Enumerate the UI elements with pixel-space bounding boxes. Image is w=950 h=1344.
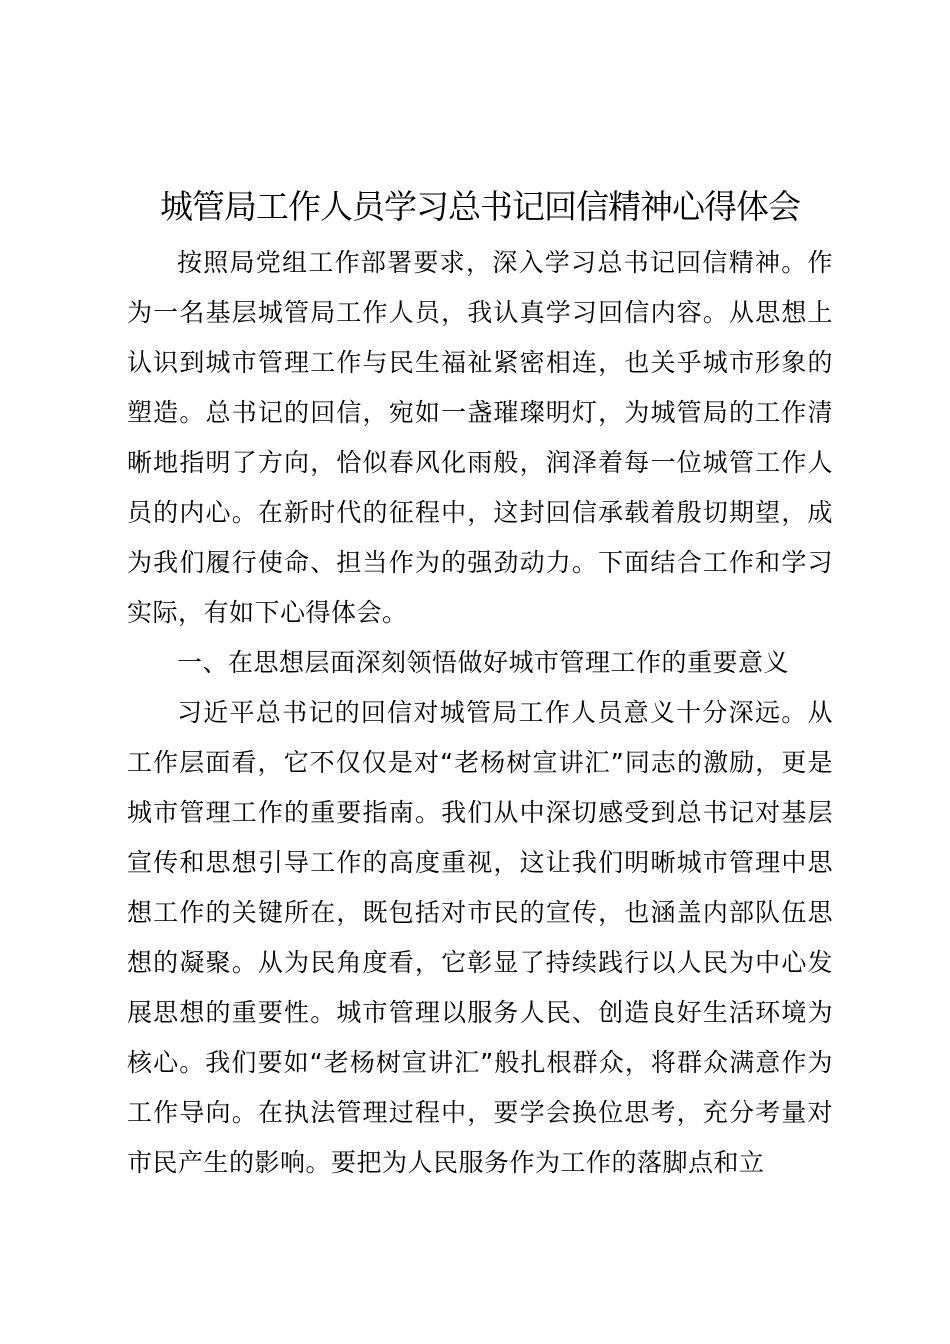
document-page — [127, 176, 833, 1188]
intro-paragraph: 按照局党组工作部署要求，深入学习总书记回信精神。作为一名基层城管局工作人员，我认真学习回信内容。从思想上认识到城市管理工作与民生福祉紧密相连，也关乎城市形象的塑造。总书记的回信，宛如一盏璀璨明灯，为城管局的工作清晰地指明了方向，恰似春风化雨般，润泽着每一位城管工作人员的内心。在新时代的征程中，这封回信承载着殷切期望，成为我们履行使命、担当作为的强劲动力。下面结合工作和学习实际，有如下心得体会。 — [127, 248, 833, 627]
section-heading: 一、在思想层面深刻领悟做好城市管理工作的重要意义 — [177, 648, 790, 677]
section-paragraph: 习近平总书记的回信对城管局工作人员意义十分深远。从工作层面看，它不仅仅是对“老杨树宣讲汇”同志的激励，更是城市管理工作的重要指南。我们从中深切感受到总书记对基层宣传和思想引导工作的高度重视，这让我们明晰城市管理中思想工作的关键所在，既包括对市民的宣传，也涵盖内部队伍思想的凝聚。从为民角度看，它彰显了持续践行以人民为中心发展思想的重要性。城市管理以服务人民、创造良好生活环境为核心。我们要如“老杨树宣讲汇”般扎根群众，将群众满意作为工作导向。在执法管理过程中，要学会换位思考，充分考量对市民产生的影响。要把为人民服务作为工作的落脚点和立 — [127, 698, 833, 1177]
document-title: 城管局工作人员学习总书记回信精神心得体会 — [160, 187, 800, 226]
